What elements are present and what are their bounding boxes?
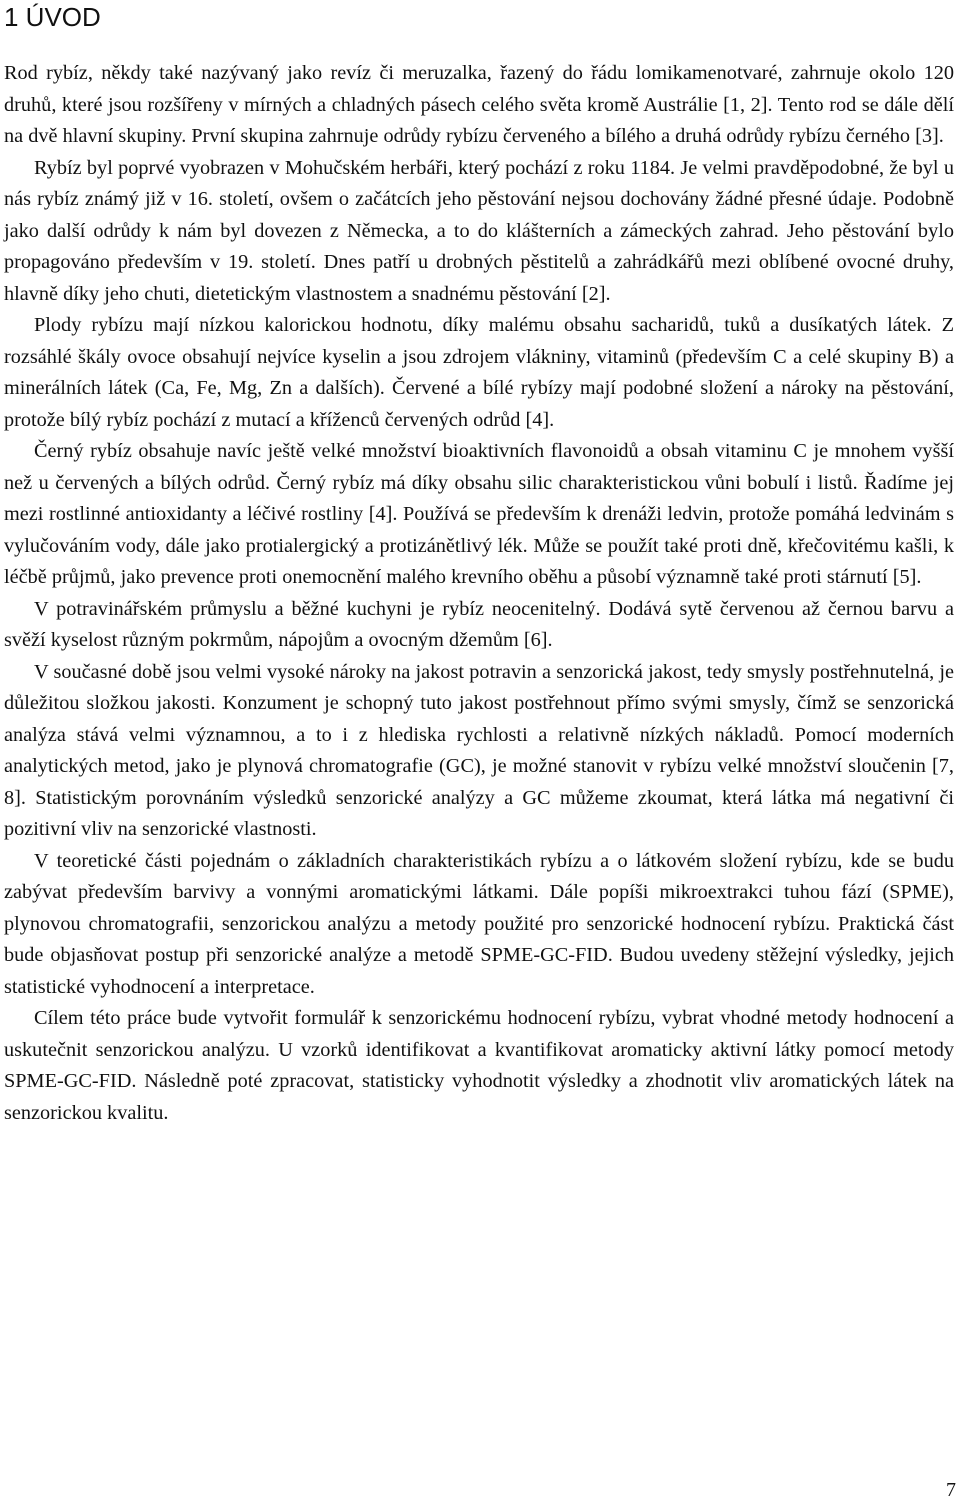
paragraph-8: Cílem této práce bude vytvořit formulář k senzorickému hodnocení rybízu, vybrat vhodné metody hodnocení a uskutečnit senzorickou analýzu. U vzorků identifikovat a kvantifikovat aromaticky aktivní látky pomocí metody SPME-GC-FID. Následně poté zpracovat, statisticky vyhodnotit výsledky a zhodnotit vliv aromatických látek na senzorickou kvalitu. (4, 1007, 954, 1124)
chapter-heading: 1 ÚVOD (4, 2, 101, 32)
paragraph-4: Černý rybíz obsahuje navíc ještě velké množství bioaktivních flavonoidů a obsah vitaminu C je mnohem vyšší než u červených a bílých odrůd. Černý rybíz má díky obsahu silic charakteristickou vůni bobulí i listů. Řadíme jej mezi rostlinné antioxidanty a léčivé rostliny [4]. Používá se především k drenáži ledvin, protože pomáhá ledvinám s vylučováním vody, dále jako protialergický a protizánětlivý lék. Může se použít také proti dně, křečovitému kašli, k léčbě průjmů, jako prevence proti onemocnění malého krevního oběhu a působí významně také proti stárnutí [5]. (4, 440, 954, 588)
paragraph-2: Rybíz byl poprvé vyobrazen v Mohučském herbáři, který pochází z roku 1184. Je velmi pravděpodobné, že byl u nás rybíz známý již v 16. století, ovšem o začátcích jeho pěstování nejsou dochovány žádné přesné údaje. Podobně jako další odrůdy k nám byl dovezen z Německa, a to do klášterních a zámeckých zahrad. Jeho pěstování bylo propagováno především v 19. století. Dnes patří u drobných pěstitelů a zahrádkářů mezi oblíbené ovocné druhy, hlavně díky jeho chuti, dietetickým vlastnostem a snadnému pěstování [2]. (4, 156, 954, 305)
paragraph-5: V potravinářském průmyslu a běžné kuchyni je rybíz neocenitelný. Dodává sytě červenou až černou barvu a svěží kyselost různým pokrmům, nápojům a ovocným džemům [6]. (4, 597, 954, 651)
page-number: 7 (946, 1479, 956, 1501)
paragraph-3: Plody rybízu mají nízkou kalorickou hodnotu, díky malému obsahu sacharidů, tuků a dusíkatých látek. Z rozsáhlé škály ovoce obsahují nejvíce kyselin a jsou zdrojem vlákniny, vitaminů (především C a celé skupiny B) a minerálních látek (Ca, Fe, Mg, Zn a dalších). Červené a bílé rybízy mají podobné složení a nároky na pěstování, protože bílý rybíz pochází z mutací a kříženců červených odrůd [4]. (4, 314, 954, 431)
paragraph-1: Rod rybíz, někdy také nazývaný jako revíz či meruzalka, řazený do řádu lomikamenotvaré, zahrnuje okolo 120 druhů, které jsou rozšířeny v mírných a chladných pásech celého světa kromě Austrálie [1, 2]. Tento rod se dále dělí na dvě hlavní skupiny. První skupina zahrnuje odrůdy rybízu červeného a bílého a druhá odrůdy rybízu černého [3]. (4, 62, 954, 147)
body-text (4, 58, 954, 1129)
paragraph-6: V současné době jsou velmi vysoké nároky na jakost potravin a senzorická jakost, tedy smysly postřehnutelná, je důležitou složkou jakosti. Konzument je schopný tuto jakost postřehnout přímo svými smysly, čímž se senzorická analýza stává velmi významnou, a to i z hlediska rychlosti a relativně nízkých nákladů. Pomocí moderních analytických metod, jako je plynová chromatografie (GC), je možné stanovit v rybízu velké množství sloučenin [7, 8]. Statistickým porovnáním výsledků senzorické analýzy a GC můžeme zkoumat, která látka má negativní či pozitivní vliv na senzorické vlastnosti. (4, 660, 954, 840)
paragraph-7: V teoretické části pojednám o základních charakteristikách rybízu a o látkovém složení rybízu, kde se budu zabývat především barvivy a vonnými aromatickými látkami. Dále popíši mikroextrakci tuhou fází (SPME), plynovou chromatografii, senzorickou analýzu a metody použité pro senzorické hodnocení rybízu. Praktická část bude objasňovat postup při senzorické analýze a metodě SPME-GC-FID. Budou uvedeny stěžejní výsledky, jejich statistické vyhodnocení a interpretace. (4, 849, 954, 998)
